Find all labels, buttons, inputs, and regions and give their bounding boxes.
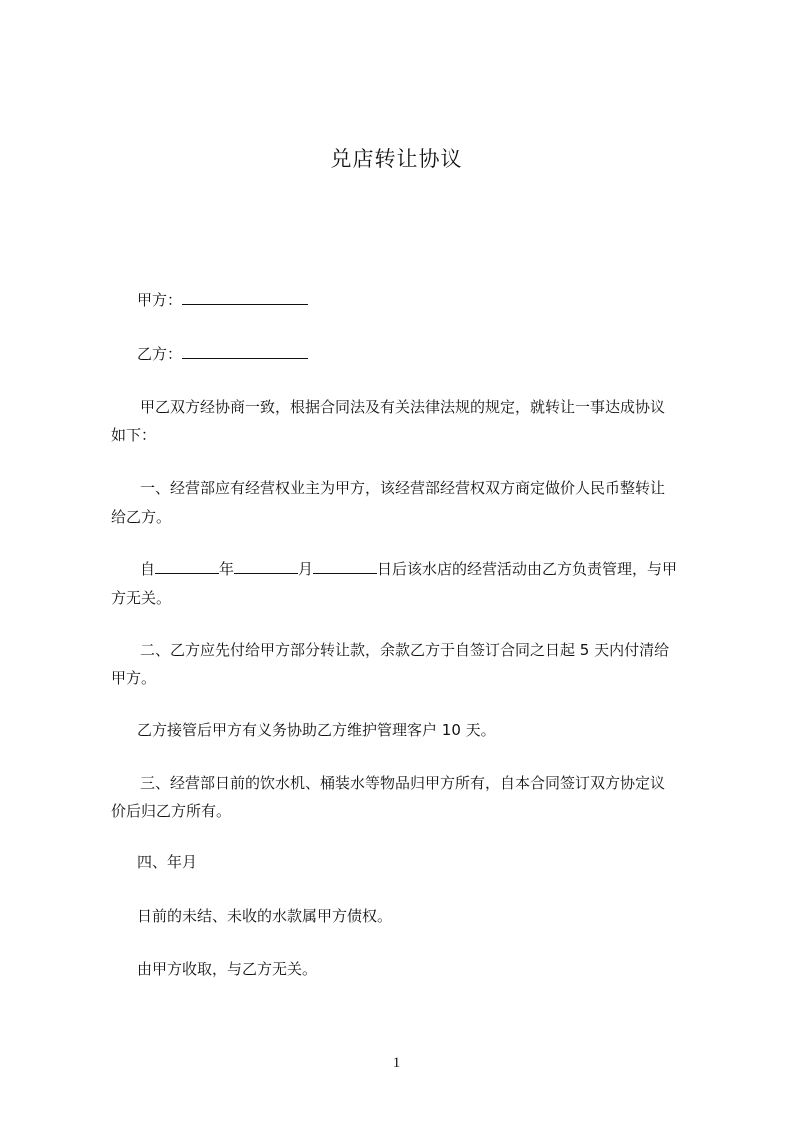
document-title: 兑店转让协议	[330, 147, 463, 171]
clause-1-line-2: 给乙方。	[111, 508, 172, 526]
year-blank	[155, 557, 219, 574]
clause-1-line-1: 一、经营部应有经营权业主为甲方，该经营部经营权双方商定做价人民币整转让	[140, 479, 666, 497]
clause-2-line-1: 二、乙方应先付给甲方部分转让款，余款乙方于自签订合同之日起 5 天内付清给	[140, 641, 670, 659]
day-blank	[313, 557, 377, 574]
month-blank	[234, 557, 298, 574]
intro-line-2: 如下：	[111, 426, 157, 444]
clause-2-line-2: 甲方。	[111, 669, 157, 687]
date-rest-line-1: 日后该水店的经营活动由乙方负责管理，与甲	[377, 560, 678, 578]
page-number: 1	[392, 1055, 401, 1071]
party-b-label: 乙方：	[137, 345, 183, 363]
date-line-1	[140, 555, 677, 584]
intro-line-1: 甲乙双方经协商一致，根据合同法及有关法律法规的规定，就转让一事达成协议	[140, 398, 666, 416]
party-a-blank	[182, 288, 308, 305]
clause-4-heading: 四、年月	[137, 853, 198, 871]
date-line-2: 方无关。	[111, 589, 172, 607]
clause-3-line-1: 三、经营部日前的饮水机、桶装水等物品归甲方所有，自本合同签订双方协定议	[140, 774, 666, 792]
date-year: 年	[219, 560, 235, 578]
date-month: 月	[298, 560, 314, 578]
party-a-line	[137, 286, 308, 315]
party-b-blank	[182, 342, 308, 359]
date-prefix: 自	[140, 560, 156, 578]
clause-4-line-2: 由甲方收取，与乙方无关。	[137, 960, 318, 978]
clause-3-line-2: 价后归乙方所有。	[111, 802, 232, 820]
party-b-line	[137, 340, 308, 369]
party-a-label: 甲方：	[137, 291, 183, 309]
clause-4-line-1: 日前的未结、未收的水款属甲方债权。	[137, 907, 393, 925]
clause-2-extra: 乙方接管后甲方有义务协助乙方维护管理客户 10 天。	[137, 721, 496, 739]
